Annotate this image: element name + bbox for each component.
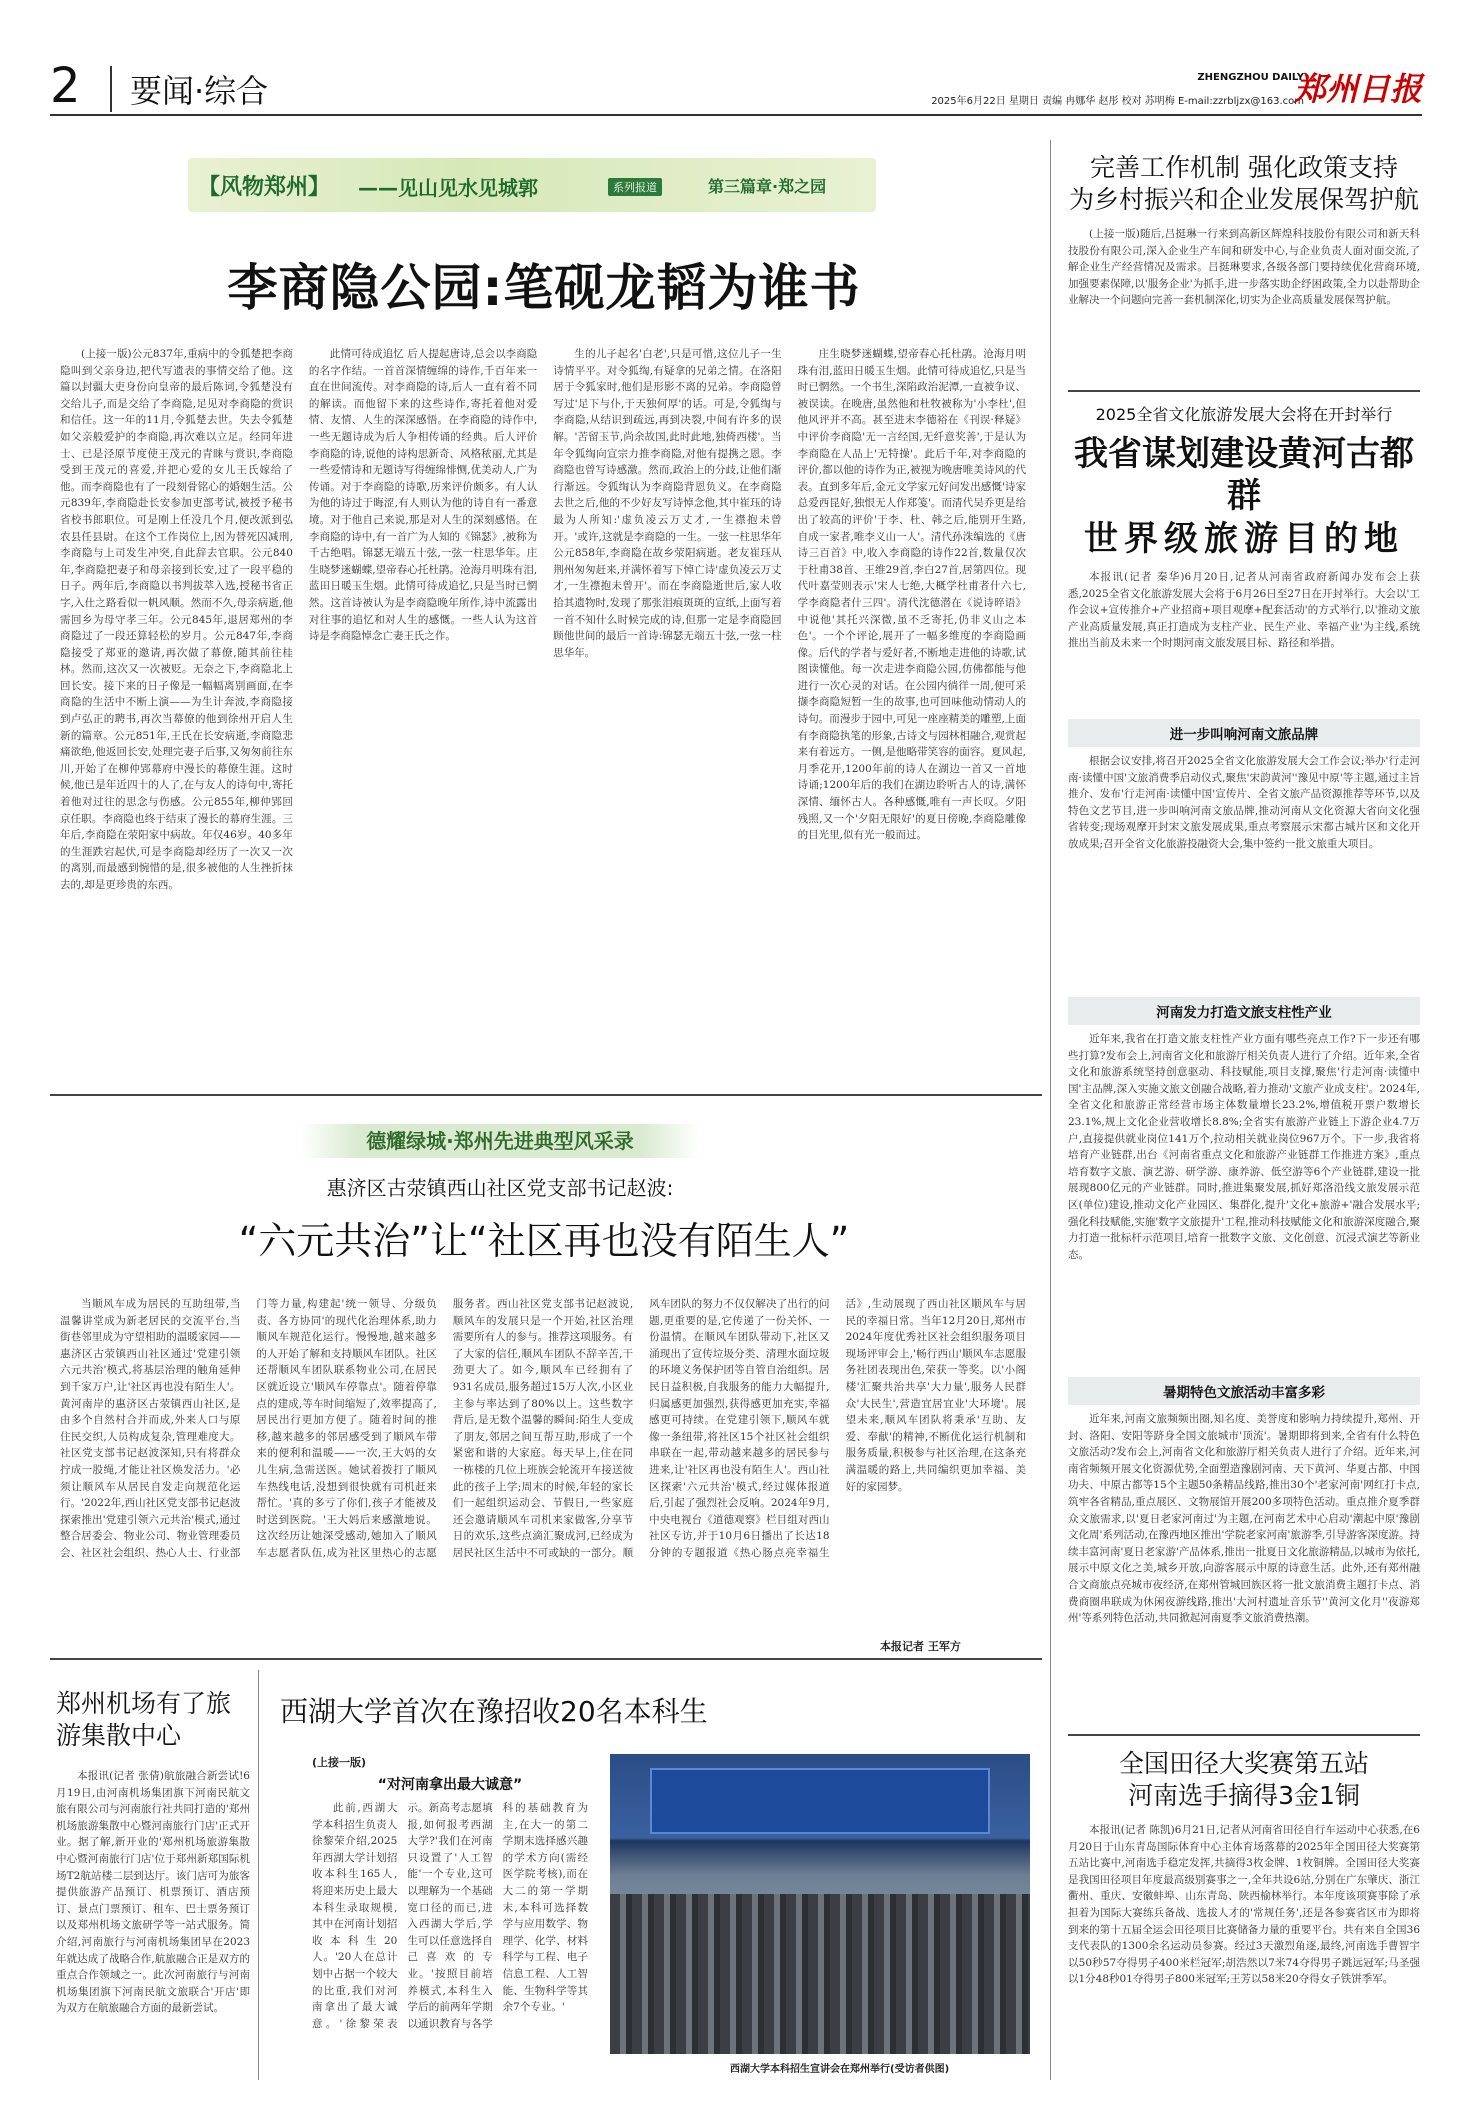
article4-kicker: (上接一版) [312, 1756, 367, 1769]
section-title: 要闻·综合 [130, 72, 269, 110]
article2-kicker: 惠济区古荥镇西山社区党支部书记赵波: [326, 1176, 674, 1200]
right-sub3: 暑期特色文旅活动丰富多彩 [1068, 1377, 1420, 1405]
date-line: 2025年6月22日 星期日 责编 冉娜华 赵彤 校对 苏明梅 E-mail:zzrbljzx@163.com [931, 96, 1304, 107]
right-article1-title-line1: 完善工作机制 强化政策支持 [1090, 153, 1398, 182]
article4-photo-caption: 西湖大学本科招生宣讲会在郑州举行(受访者供图) [730, 2064, 950, 2075]
rule-left-2 [50, 1658, 1042, 1660]
masthead-logo: 郑州日报 [1293, 70, 1422, 108]
banner-tag: 系列报道 [608, 178, 662, 196]
article2-body: 当顺风车成为居民的互助纽带,当温馨讲堂成为新老居民的交流平台,当街巷邻里成为守望相助的温暖家园——惠济区古荥镇西山社区通过'党建引领六元共治'模式,将基层治理的触角延伸到千家万户,让'社区再也没有陌生人'。黄河南岸的惠济区古荥镇西山社区,是由多个自然村合并而成,外来人口与原住民交织,人员构成复杂,管理难度大。社区党支部书记赵波深知,只有将群众拧成一股绳,才能让社区焕发活力。'必须让顺风车从居民自发走向规范化运行。'2022年,西山社区党支部书记赵波探索推出'党建引领六元共治'模式,通过整合居委会、物业公司、物业管理委员会、社区社会组织、热心人士、行业部门等力量,构建起'统一领导、分级负责、各方协同'的现代化治理体系,助力顺风车规范化运行。慢慢地,越来越多的人开始了解和支持顺风车团队。社区还帮顺风车团队联系物业公司,在居民区就近设立'顺风车停靠点'。随着停靠点的建成,等车时间缩短了,效率提高了,居民出行更加方便了。随着时间的推移,越来越多的邻居感受到了顺风车带来的便利和温暖——一次,王大妈的女儿生病,急需送医。她试着拨打了顺风车热线电话,没想到很快就有司机赶来帮忙。'真的多亏了你们,孩子才能被及时送到医院。'王大妈后来感激地说。这次经历让她深受感动,她加入了顺风车志愿者队伍,成为社区里热心的志愿服务者。西山社区党支部书记赵波说,顺风车的发展只是一个开始,社区治理需要所有人的参与。推荐这项服务。有了大家的信任,顺风车团队不辞辛苦,干劲更大了。如今,顺风车已经拥有了931名成员,服务超过15万人次,小区业主参与率达到了80%以上。这些数字背后,是无数个温馨的瞬间:陌生人变成了朋友,邻居之间互帮互助,形成了一个紧密和谐的大家庭。每天早上,住在同一栋楼的几位上班族会轮流开车接送彼此的孩子上学;周末的时候,年轻的家长们一起组织运动会、节假日,一些家庭还会邀请顺风车司机来家做客,分享节日的欢乐,这些点滴汇聚成河,已经成为居民社区生活中不可或缺的一部分。顺风车团队的努力不仅仅解决了出行的问题,更重要的是,它传递了一份关怀、一份温情。在顺风车团队带动下,社区又涌现出了宣传垃圾分类、清理水面垃圾的环境义务保护团等自管自治组织。居民日益积极,自我服务的能力大幅提升,归属感更加强烈,获得感更加充实,幸福感更可持续。在党建引领下,顺风车就像一条纽带,将社区15个社区社会组织串联在一起,带动越来越多的居民参与进来,让'社区再也没有陌生人'。西山社区探索'六元共治'模式,经过媒体报道后,引起了强烈社会反响。2024年9月,中央电视台《道德观察》栏目组对西山社区专访,并于10月6日播出了长达18分钟的专题报道《热心肠点亮幸福生活》,生动展现了西山社区顺风车与居民的幸福日常。当年12月20日,郑州市2024年度优秀社区社会组织服务项目现场评审会上,'畅行西山'顺风车志愿服务社团表现出色,荣获一等奖。以'小阁楼'汇聚共治共享'大力量',服务人民群众'大民生',营造宜居宜业'大环境'。展望未来,顺风车团队将秉承'互助、友爱、奉献'的精神,不断优化运行机制和服务质量,积极参与社区治理,在这条充满温暖的路上,共同编织更加幸福、美好的家园梦。 [60, 1298, 1026, 1559]
right-article1 [1068, 152, 1420, 392]
banner-theme: ——见山见水见城郭 [358, 176, 538, 200]
right-article3-title-line1: 全国田径大奖赛第五站 [1118, 1749, 1369, 1778]
article4-subtitle: “对河南拿出最大诚意” [377, 1777, 523, 1793]
article1-col2: 此情可待成追忆 后人提起唐诗,总会以李商隐的名字作结。一首首深情缠绵的诗作,千百年来一直在世间流传。对李商隐的诗,后人一直有着不同的解读。而他留下来的这些诗作,寄托着他对爱情、友情、人生的深深感悟。在李商隐的诗作中,一些无题诗成为后人争相传诵的经典。后人评价李商隐的诗,说他的诗构思新奇、风格秾丽,尤其是一些爱情诗和无题诗写得缠绵悱恻,优美动人,广为传诵。对于李商隐的诗歌,历来评价颇多。有人认为他的诗过于晦涩,有人则认为他的诗自有一番意境。对于他自己来说,那是对人生的深刻感悟。在李商隐的诗中,有一首广为人知的《锦瑟》,被称为千古绝唱。锦瑟无端五十弦,一弦一柱思华年。庄生晓梦迷蝴蝶,望帝春心托杜鹃。沧海月明珠有泪,蓝田日暖玉生烟。此情可待成追忆,只是当时已惘然。这首诗被认为是李商隐晚年所作,诗中流露出对往事的追忆和对人生的感慨。一些人认为这首诗是李商隐悼念亡妻王氏之作。 [308, 348, 538, 643]
page-number: 2 [50, 58, 81, 114]
header-rule [50, 114, 1422, 116]
article1-title: 李商隐公园:笔砚龙韬为谁书 [227, 259, 861, 317]
right-sub1: 进一步叫响河南文旅品牌 [1068, 719, 1420, 747]
article1-col3: 生的儿子起名'白老',只是可惜,这位儿子一生诗情平平。对令狐绹,有疑拿的兄弟之情。在洛阳居于令狐家时,他们是形影不离的兄弟。李商隐曾写过'足下与仆,于天独何厚'的话。可是,令狐绹与李商隐,从结识到疏远,再到决裂,中间有许多的误解。'苦留玉节,尚余故国,此时此地,独倚西楼'。当年令狐绹向宣宗力推李商隐,对他有提携之恩。李商隐也曾写诗感激。然而,政治上的分歧,让他们渐行渐远。令狐绹认为李商隐背恩负义。在李商隐去世之后,他的不少好友写诗悼念他,其中崔珏的诗最为人所知:'虚负凌云万丈才,一生襟抱未曾开。'或许,这就是李商隐的一生。一弦一柱思华年 公元858年,李商隐在故乡荥阳病逝。老友崔珏从荆州匆匆赶来,并满怀着写下悼亡诗'虚负凌云万丈才,一生襟抱未曾开'。而在李商隐逝世后,家人收拾其遗物时,发现了那张泪痕斑斑的宣纸,上面写着一首不知什么时候完成的诗,但那一定是李商隐回顾他世间的最后一首诗:锦瑟无端五十弦,一弦一柱思华年。 [553, 348, 782, 659]
right-article2 [1068, 400, 1420, 1823]
right-article2-body1: 根据会议安排,将召开2025全省文化旅游发展大会工作会议;举办'行走河南·读懂中国'文旅消费季启动仪式,聚焦'宋韵黄河''豫见中原'等主题,通过主旨推介、发布'行走河南·读懂中国'宣传片、全省文旅产品资源推荐等环节,以及特色文艺节目,进一步叫响河南文旅品牌,推动河南从文化资源大省向文化强省转变;现场观摩开封宋文旅发展成果,重点考察展示宋都古城片区和文化开放成果;召开全省文化旅游投融资大会,集中签约一批文旅重大项目。 [1068, 755, 1420, 850]
article1-col4: 庄生晓梦迷蝴蝶,望帝春心托杜鹃。沧海月明珠有泪,蓝田日暖玉生烟。此情可待成追忆,只是当时已惘然。一个书生,深陷政治泥潭,一直被争议、被误读。在晚唐,虽然他和杜牧被称为'小李杜',但他风评并不高。甚至进末李德裕在《刊误·释疑》中评价李商隐'无一言经国,无纤意奖善',于是认为李商隐在人品上'无特操'。此后千年,对李商隐的评价,都以他的诗作为正,被视为晚唐唯美诗风的代表。直到多年后,金元文学家元好问发出感慨'诗家总爱西昆好,独恨无人作郑笺'。而清代吴乔更是给出了较高的评价'于李、杜、韩之后,能别开生路,自成一家者,唯李义山一人'。清代孙洙编选的《唐诗三百首》中,收入李商隐的诗作22首,数量仅次于杜甫38首、王维29首,李白27首,居第四位。现代叶嘉莹则表示'宋人七绝,大概学杜甫者什六七,学李商隐者什三四'。清代沈德潜在《说诗晬语》中说他'其托兴深微,虽不乏寄托,仍非义山之本色'。一个个评论,展开了一幅多维度的李商隐画像。后代的学者与爱好者,不断地走进他的诗歌,试图读懂他。每一次走进李商隐公园,仿佛都能与他进行一次心灵的对话。在公园内徜徉一周,便可采撷李商隐短暂一生的故事,也可回味他动情动人的诗句。而漫步于园中,可见一座座精美的雕塑,上面有李商隐执笔的形象,古诗文与园林相融合,观赏起来有着远方。一侧,是他略带笑容的面容。夏风起,月季花开,1200年前的诗人在湖边一首又一首地诗诵;1200年后的我们在湖边聆听古人的诗,满怀深情、缅怀古人。各种感慨,唯有一声长叹。夕阳残照,又一个'夕阳无限好'的夏日傍晚,李商隐雕像的目光里,似有光一般而过。 [797, 348, 1026, 842]
rule-vertical-left [258, 1670, 259, 2080]
right-sub2: 河南发力打造文旅支柱性产业 [1068, 997, 1420, 1025]
article4-photo [610, 1754, 1030, 2054]
right-article1-body: (上接一版)随后,吕挺琳一行来到高新区辉煌科技股份有限公司和新天科技股份有限公司,深入企业生产车间和研发中心,与企业负责人面对面交流,了解企业生产经营情况及需求。吕挺琳要求,各级各部门要持续优化营商环境,加强要素保障,以'服务企业'为抓手,进一步落实助企纾困政策,全力以赴帮助企业解决一个问题向完善一套机制深化,切实为企业高质量发展保驾护航。 [1068, 228, 1420, 307]
feature-banner [188, 158, 876, 212]
article3-title: 郑州机场有了旅游集散中心 [56, 1689, 232, 1750]
article3-body: 本报讯(记者 张倩)航旅融合新尝试!6月19日,由河南机场集团旗下河南民航文旅有限公司与河南旅行社共同打造的'郑州机场旅游集散中心暨河南旅行门店'正式开业。据了解,新开业的'郑州机场旅游集散中心暨河南旅行门店'位于郑州新郑国际机场T2航站楼二层到达厅。该门店可为旅客提供旅游产品预订、机票预订、酒店预订、景点门票预订、租车、巴士票务预订以及郑州机场文旅研学等一站式服务。简介绍,河南旅行与河南机场集团早在2023年就达成了战略合作,航旅融合正是双方的重点合作领域之一。此次河南旅行与河南机场集团旗下河南民航文旅联合'开店'即为双方在航旅融合方面的最新尝试。 [56, 1770, 250, 2015]
right-article2-lead: 本报讯(记者 秦华)6月20日,记者从河南省政府新闻办发布会上获悉,2025全省文化旅游发展大会将于6月26日至27日在开封举行。大会以'工作会议+宣传推介+产业招商+项目观摩+配套活动'的方式举行,以'推动文旅产业高质量发展,真正打造成为支柱产业、民生产业、幸福产业'为主线,系统推出当前及未来一个时期河南文旅发展目标、路径和举措。 [1068, 571, 1420, 650]
right-article1-title-line2: 为乡村振兴和企业发展保驾护航 [1068, 185, 1419, 214]
article4-body: 此前,西湖大学本科招生负责人徐黎荣介绍,2025年西湖大学计划招收本科生165人,将迎来历史上最大本科生录取规模,其中在河南计划招收本科生20人。'20人在总计划中占据一个较大的比重,我们对河南拿出了最大诚意。'徐黎荣表示。新高考志愿填报,如何报考西湖大学?'我们在河南只设置了'人工智能'一个专业,这可以理解为一个基础宽口径的而已,进入西湖大学后,学生可以任意选择自己喜欢的专业。'按照目前培养模式,本科生入学后的前两年学期以通识教育与各学科的基础教育为主,在大一的第二学期末选择感兴趣的学术方向(需经医学院考核),而在大二的第一学期末,本科可选择数学与应用数学、物理学、化学、材料科学与工程、电子信息工程、人工智能、生物科学等其余7个专业。' [312, 1802, 588, 2030]
page-header [50, 58, 1422, 118]
article2-banner-text: 德耀绿城·郑州先进典型风采录 [366, 1129, 634, 1153]
article2-banner [300, 1124, 700, 1158]
header-divider-vertical [110, 66, 112, 112]
right-article2-body3: 近年来,河南文旅频频出圈,知名度、美誉度和影响力持续提升,郑州、开封、洛阳、安阳等跻身全国文旅城市'顶流'。暑期即将到来,全省有什么特色文旅活动?发布会上,河南省文化和旅游厅相关负责人进行了介绍。近年来,河南省频频开展文化资源优势,全面塑造豫剧河南、天下黄河、华夏古都、中国功夫、中原古都等15个主题50条精品线路,推出30个'老家河南'网红打卡点,筑牢各省精品,重点展区、文物展馆开展200多项特色活动。重点推介夏季群众文旅需求,以'夏日老家河南过'为主题,在河南艺术中心启动'潮起中原'豫剧文化周'系列活动,在豫西地区推出'学院老家河南'旅游季,引导游客深度游。持续丰富河南'夏日老家游'产品体系,推出一批夏日文化旅游精品,以城市为依托,展示中原文化之美,城乡开放,向游客展示中原的诗意生活。此外,还有郑州融合文商旅点亮城市夜经济,在郑州管城回族区将一批文旅消费主题打卡点、消费商圈串联成为休闲夜游线路,推出'大河村遗址音乐节''黄河文化月''夜游郑州'等系列特色活动,共同掀起河南夏季文旅消费热潮。 [1068, 1413, 1420, 1625]
right-article3-body: 本报讯(记者 陈凯)6月21日,记者从河南省田径自行车运动中心获悉,在6月20日于山东青岛国际体育中心主体育场落幕的2025年全国田径大奖赛第五站比赛中,河南选手稳定发挥,共摘得3枚金牌、1枚铜牌。全国田径大奖赛是我国田径项目年度最高级别赛事之一,全年共设6站,分别在广东肇庆、浙江衢州、重庆、安徽蚌埠、山东青岛、陕西榆林举行。本年度该项赛事除了承担着为国际大赛练兵备战、选拔人才的'常规任务',还是各参赛省区市为即将到来的第十五届全运会田径项目比赛储备力量的重要平台。共有来自全国36支代表队的1300余名运动员参赛。经过3天激烈角逐,最终,河南选手曹智宇以50秒57夺得男子400米栏冠军;胡浩然以7米74夺得男子跳远冠军;马圣强以1分48秒01夺得男子800米冠军;王芳以58米20夺得女子铁饼季军。 [1068, 1824, 1420, 1986]
banner-chapter: 第三篇章·郑之园 [708, 177, 827, 196]
masthead-english: ZHENGZHOU DAILY [1197, 72, 1304, 83]
right-article2-kicker: 2025全省文化旅游发展大会将在开封举行 [1095, 405, 1393, 424]
banner-series: 【风物郑州】 [198, 175, 331, 200]
right-article2-title-line2: 世界级旅游目的地 [1084, 519, 1404, 559]
article1-body [60, 346, 1026, 1074]
article2-title: “六元共治”让“社区再也没有陌生人” [238, 1219, 850, 1263]
rule-right-2 [1068, 1734, 1420, 1736]
right-article3-title-line2: 河南选手摘得3金1铜 [1128, 1781, 1360, 1810]
article2-byline: 本报记者 王军方 [880, 1640, 961, 1653]
article4-col [312, 1754, 588, 2082]
photo-stage-screen [650, 1768, 990, 1834]
article1-col1: (上接一版)公元837年,重病中的令狐楚把李商隐叫到父亲身边,把代写遗表的事情交给了他。这篇以封疆大吏身份向皇帝的最后陈词,令狐楚没有交给儿子,而是交给了李商隐,足见对李商隐的赏识和信任。这一年的11月,令狐楚去世。失去令狐楚如父亲般爱护的李商隐,再次难以立足。经同年进士、已是泾原节度使王茂元的青睐与赏识,李商隐受到王茂元的喜爱,并把心爱的女儿王氏嫁给了他。而李商隐也有了一段刻骨铭心的婚姻生活。公元839年,李商隐赴长安参加吏部考试,被授予秘书省校书郎职位。可是刚上任没几个月,便改派到弘农县任县尉。在这个工作岗位上,因为替死囚减刑,李商隐与上司发生冲突,自此辞去官职。公元840年,李商隐把妻子和母亲接到长安,过了一段平稳的日子。两年后,李商隐以书判拔萃入选,授秘书省正字,入仕之路看似一帆风顺。然而不久,母亲病逝,他需回乡为母守孝三年。公元845年,退居郑州的李商隐过了一段还算轻松的岁月。公元847年,李商隐接受了郑亚的邀请,再次做了幕僚,随其前往桂林。然而,这次又一次被贬。无奈之下,李商隐北上回长安。接下来的日子像是一幅幅离别画面,在李商隐的生活中不断上演——为生计奔波,李商隐接到卢弘正的聘书,再次当幕僚的他到徐州开启人生新的篇章。公元851年,王氏在长安病逝,李商隐悲痛欲绝,他返回长安,处理完妻子后事,又匆匆前往东川,开始了在柳仲郢幕府中漫长的幕僚生涯。这时候,他已是年近四十的人了,在与友人的诗句中,寄托着他对过往的思念与伤感。公元855年,柳仲郢回京任职。李商隐也终于结束了漫长的幕府生涯。三年后,李商隐在荥阳家中病故。年仅46岁。40多年的生涯跌宕起伏,可是李商隐却经历了一次又一次的离别,而最感到惋惜的是,很多被他的人生挫折抹去的,却是更珍贵的东西。 [60, 348, 293, 891]
rule-right-1 [1068, 390, 1420, 392]
article4-title: 西湖大学首次在豫招收20名本科生 [280, 1695, 708, 1728]
rule-vertical-right [1050, 140, 1051, 2080]
right-article2-title-line1: 我省谋划建设黄河古都群 [1074, 434, 1414, 516]
right-article2-body2: 近年来,我省在打造文旅支柱性产业方面有哪些亮点工作?下一步还有哪些打算?发布会上,河南省文化和旅游厅相关负责人进行了介绍。近年来,全省文化和旅游系统坚持创意驱动、科技赋能,项目支撑,聚焦'行走河南·读懂中国'主品牌,深入实施文旅文创融合战略,着力推动'文旅产业成支柱'。2024年,全省文化和旅游正常经营市场主体数量增长23.2%,增值税开票户数增长23.1%,规上文化企业营收增长8.8%;全省实有旅游产业链上下游企业4.7万户,直接提供就业岗位141万个,拉动相关就业岗位967万个。下一步,我省将培育产业链群,出台《河南省重点文化和旅游产业链群工作推进方案》,重点培育数字文旅、演艺游、研学游、康养游、低空游等6个产业链群,建设一批展现800亿元的产业链群。同时,推进集聚发展,抓好郑洛沿线文旅发展示范区(单位)建设,推动文化产业园区、集群化,提升'文化+旅游+'融合发展水平;强化科技赋能,实施'数字文旅提升'工程,推动科技赋能文化和旅游深度融合,聚力打造一批标杆示范项目,培育一批数字文旅、文化创意、沉浸式演艺等新业态。 [1068, 1033, 1420, 1261]
right-article3 [1068, 1748, 1420, 2074]
photo-audience [610, 1894, 1030, 2054]
rule-left-1 [50, 1094, 1042, 1096]
